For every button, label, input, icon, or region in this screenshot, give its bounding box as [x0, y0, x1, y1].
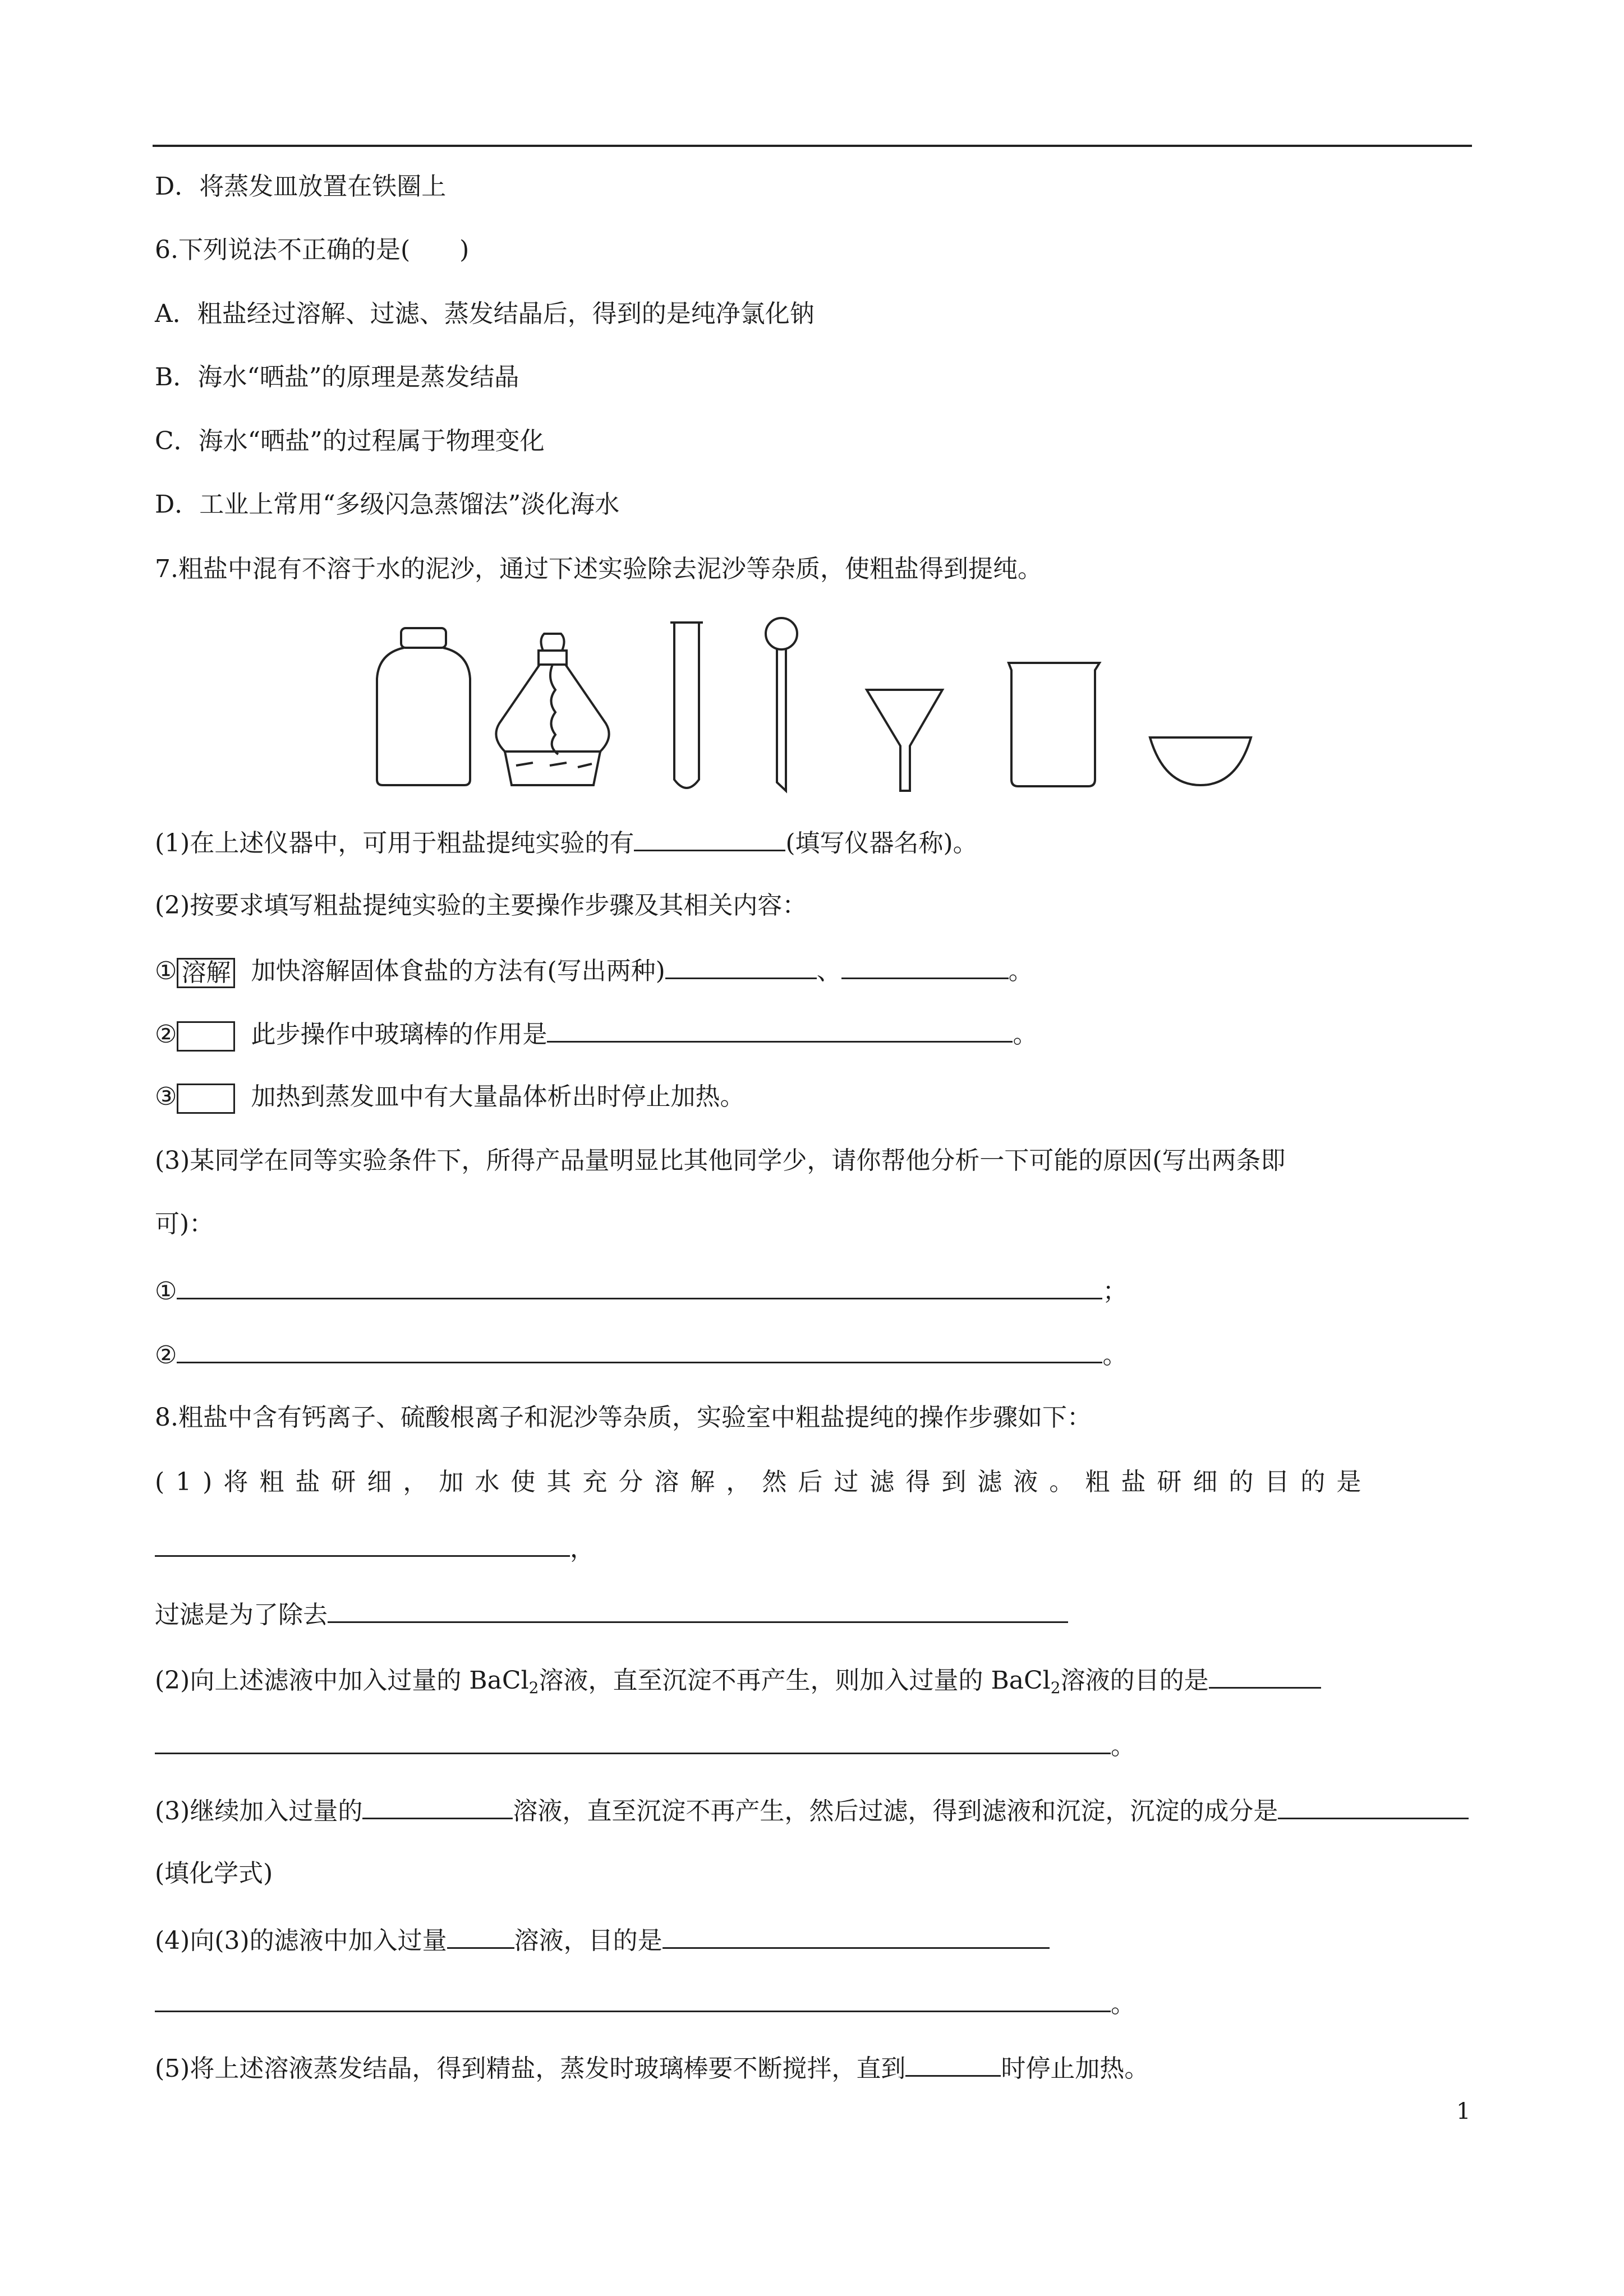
dropper-icon	[766, 618, 797, 791]
q7-part1: (1)在上述仪器中，可用于粗盐提纯实验的有 (填写仪器名称)。	[155, 825, 978, 860]
step-box-empty[interactable]	[177, 1021, 235, 1052]
q7-part3-line2: 可)：	[155, 1210, 214, 1238]
q8-part1-filter: 过滤是为了除去	[155, 1597, 1068, 1632]
q7-step3: ③ 加热到蒸发皿中有大量晶体析出时停止加热。	[155, 1080, 744, 1114]
answer-blank[interactable]	[155, 1728, 1111, 1754]
step-box-empty[interactable]	[177, 1084, 235, 1114]
q8-part3-line2: (填化学式)	[155, 1859, 273, 1888]
answer-blank[interactable]	[1278, 1793, 1469, 1819]
q7-step1: ① 溶解 加快溶解固体食盐的方法有(写出两种) 、 。	[155, 953, 1033, 988]
q8-part2-line2: 。	[155, 1728, 1135, 1763]
q6-option-a: A．粗盐经过溶解、过滤、蒸发结晶后，得到的是纯净氯化钠	[155, 299, 815, 328]
apparatus-figure	[365, 617, 1262, 796]
q6-stem: 6.下列说法不正确的是( )	[155, 236, 470, 264]
q7-stem: 7.粗盐中混有不溶于水的泥沙，通过下述实验除去泥沙等杂质，使粗盐得到提纯。	[155, 555, 1042, 583]
answer-blank[interactable]	[665, 953, 817, 979]
q7-part3-line1: (3)某同学在同等实验条件下，所得产品量明显比其他同学少，请你帮他分析一下可能的原因(写出两条即	[155, 1146, 1286, 1175]
header-rule	[153, 145, 1472, 147]
answer-blank[interactable]	[547, 1016, 1013, 1043]
q8-part1-line2: ，	[155, 1530, 595, 1566]
q7-reason2: ② 。	[155, 1337, 1127, 1372]
answer-blank[interactable]	[1209, 1662, 1321, 1689]
q7-part2: (2)按要求填写粗盐提纯实验的主要操作步骤及其相关内容：	[155, 891, 807, 920]
q8-part2-line1: (2)向上述滤液中加入过量的 BaCl2溶液，直至沉淀不再产生，则加入过量的 BaCl2溶液的目的是	[155, 1662, 1321, 1700]
page-number: 1	[1456, 2099, 1471, 2124]
step-box-dissolve: 溶解	[177, 958, 235, 988]
q8-part4-line1: (4)向(3)的滤液中加入过量 溶液，目的是	[155, 1922, 1050, 1958]
answer-blank[interactable]	[155, 1986, 1111, 2012]
answer-blank[interactable]	[905, 2050, 1001, 2077]
answer-blank[interactable]	[663, 1922, 1050, 1949]
answer-blank[interactable]	[447, 1922, 514, 1949]
answer-blank[interactable]	[362, 1793, 513, 1819]
answer-blank[interactable]	[155, 1530, 570, 1557]
q6-option-c: C．海水“晒盐”的过程属于物理变化	[155, 427, 545, 455]
q8-part1-line1: (1)将粗盐研细，加水使其充分溶解，然后过滤得到滤液。粗盐研细的目的是	[155, 1468, 1373, 1496]
q7-reason1: ① ；	[155, 1273, 1127, 1308]
test-tube-icon	[670, 623, 703, 788]
alcohol-lamp-icon	[496, 634, 609, 785]
q8-stem: 8.粗盐中含有钙离子、硫酸根离子和泥沙等杂质，实验室中粗盐提纯的操作步骤如下：	[155, 1403, 1092, 1432]
funnel-icon	[867, 690, 942, 791]
q8-part4-line2: 。	[155, 1986, 1135, 2021]
q6-option-b: B．海水“晒盐”的原理是蒸发结晶	[155, 363, 519, 391]
beaker-icon	[1009, 663, 1099, 786]
wide-mouth-bottle-icon	[377, 628, 470, 785]
answer-blank[interactable]	[841, 953, 1009, 979]
q6-option-d: D．工业上常用“多级闪急蒸馏法”淡化海水	[155, 490, 620, 519]
q5-option-d: D．将蒸发皿放置在铁圈上	[155, 172, 447, 201]
q8-part3-line1: (3)继续加入过量的 溶液，直至沉淀不再产生，然后过滤，得到滤液和沉淀，沉淀的成分是	[155, 1793, 1469, 1828]
q8-part5: (5)将上述溶液蒸发结晶，得到精盐，蒸发时玻璃棒要不断搅拌，直到 时停止加热。	[155, 2050, 1149, 2086]
answer-blank[interactable]	[177, 1273, 1102, 1299]
q7-step2: ② 此步操作中玻璃棒的作用是 。	[155, 1016, 1037, 1052]
answer-blank[interactable]	[634, 825, 785, 851]
answer-blank[interactable]	[328, 1597, 1068, 1623]
evaporating-dish-icon	[1150, 737, 1251, 785]
answer-blank[interactable]	[177, 1337, 1102, 1363]
